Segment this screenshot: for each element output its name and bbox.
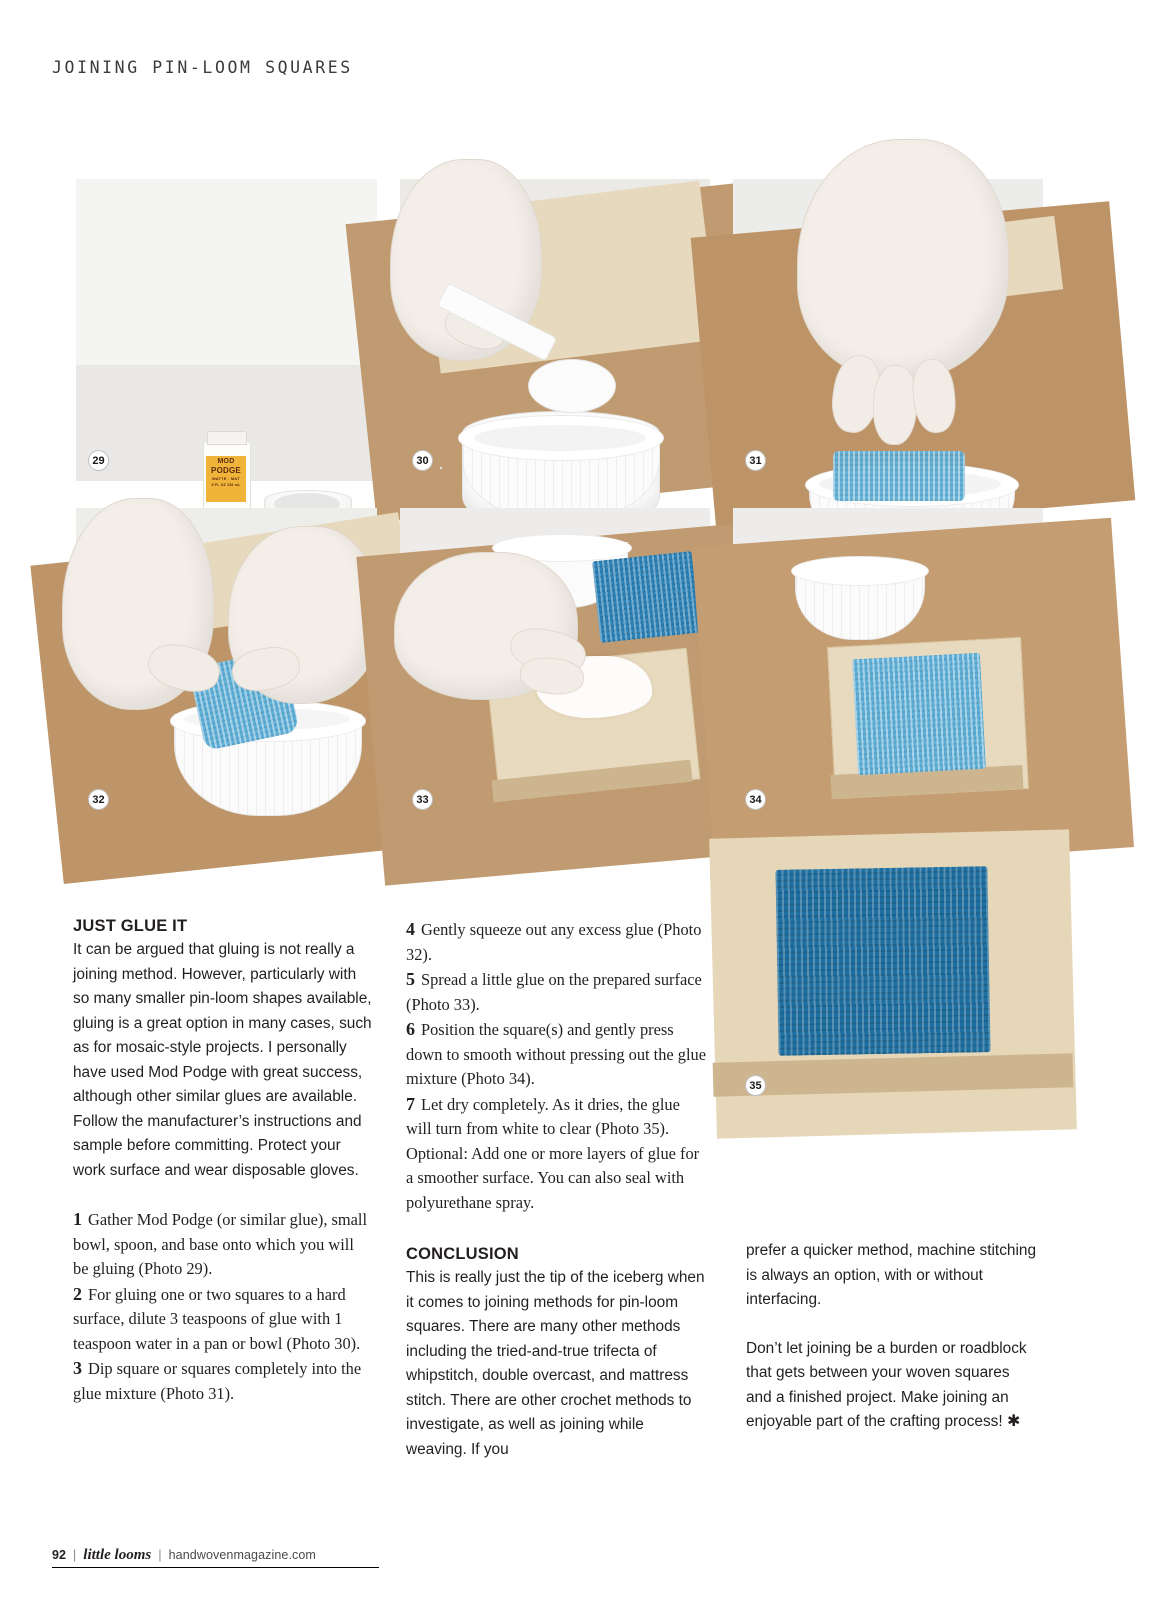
step-item	[406, 1092, 708, 1142]
dried-pin-loom-square	[775, 866, 990, 1056]
conclusion-body: This is really just the tip of the iceberg when it comes to joining methods for pin-loom squares. There are many other methods including the tried-and-true trifecta of whipstitch, double overcast, and mattress stitch. There are other crochet methods to investigate, as well as joining while weaving. If you	[406, 1269, 705, 1458]
magazine-brand: little looms	[83, 1547, 152, 1563]
pin-loom-square	[852, 653, 986, 776]
photo-badge: 35	[745, 1075, 766, 1096]
glue-jar-label: MOD PODGE MATTE · MAT 8 FL OZ 236 mL	[206, 456, 246, 502]
magazine-website: handwovenmagazine.com	[168, 1548, 316, 1562]
step-item	[406, 917, 708, 967]
step-number: 5	[406, 969, 415, 989]
steps-4-7	[406, 917, 708, 1142]
photo-34	[733, 508, 1043, 820]
step-number: 2	[73, 1283, 82, 1304]
step-number: 4	[406, 919, 415, 939]
gloved-hand	[797, 139, 1009, 381]
measuring-spoon	[528, 359, 616, 413]
column-left	[73, 917, 373, 1406]
photo-badge: 34	[745, 789, 766, 810]
footer-divider-rule	[52, 1567, 379, 1568]
step-number: 6	[406, 1019, 415, 1039]
footer-separator-2: |	[158, 1547, 162, 1562]
footer-separator-1: |	[72, 1547, 77, 1562]
running-head: JOINING PIN-LOOM SQUARES	[52, 58, 353, 77]
step-text: For gluing one or two squares to a hard surface, dilute 3 teaspoons of glue with 1 teaspoon water in a pan or bowl (Photo 30).	[73, 1284, 361, 1353]
step-text: Spread a little glue on the prepared surface (Photo 33).	[406, 970, 702, 1014]
step-text: Gently squeeze out any excess glue (Photo 32).	[406, 920, 702, 964]
closing-text: Don’t let joining be a burden or roadblock that gets between your woven squares and a finished project. Make joining an enjoyable part of the crafting process!	[746, 1339, 1027, 1430]
photo-35	[733, 844, 1043, 1106]
step-item	[73, 1207, 373, 1282]
photo-33	[400, 508, 710, 820]
column-middle	[406, 917, 708, 1462]
photo-32	[76, 508, 377, 820]
just-glue-it-body: It can be argued that gluing is not really a joining method. However, particularly with so many smaller pin-loom shapes available, gluing is a great option in many cases, such as for mosaic-style projects. I personally have used Mod Podge with great success, although other similar glues are available. Follow the manufacturer’s instructions and sample before committing. Protect your work surface and wear disposable gloves.	[73, 941, 372, 1179]
section-heading-just-glue-it: JUST GLUE IT	[73, 917, 188, 935]
photo-29	[76, 179, 377, 487]
photo-31	[733, 179, 1043, 481]
section-heading-conclusion: CONCLUSION	[406, 1245, 519, 1263]
step-number: 3	[73, 1358, 82, 1378]
photo-badge: 31	[745, 450, 766, 471]
step-item	[73, 1356, 373, 1406]
photo-badge: 29	[88, 450, 109, 471]
photo-badge: 30	[412, 450, 433, 471]
photo-badge: 33	[412, 789, 433, 810]
photo-badge: 32	[88, 789, 109, 810]
step-item	[406, 1017, 708, 1092]
wet-square	[833, 451, 965, 501]
step-number: 7	[406, 1093, 415, 1114]
steps-1-3	[73, 1207, 373, 1406]
end-mark-icon: ✱	[1006, 1413, 1021, 1430]
step-number: 1	[73, 1209, 82, 1229]
conclusion-continued: prefer a quicker method, machine stitching is always an option, with or without interfacing.	[746, 1242, 1037, 1308]
step-text: Let dry completely. As it dries, the glue will turn from white to clear (Photo 35).	[406, 1094, 680, 1138]
optional-note: Optional: Add one or more layers of glue for a smoother surface. You can also seal with polyurethane spray.	[406, 1143, 700, 1212]
footer	[52, 1547, 316, 1564]
step-text: Position the square(s) and gently press down to smooth without pressing out the glue mixture (Photo 34).	[406, 1020, 707, 1088]
step-text: Gather Mod Podge (or similar glue), small bowl, spoon, and base onto which you will be gluing (Photo 29).	[73, 1210, 368, 1278]
page-number: 92	[52, 1548, 66, 1562]
step-item	[406, 967, 708, 1017]
closing-paragraph	[746, 1337, 1038, 1435]
photo-30	[400, 179, 710, 481]
step-item	[73, 1282, 373, 1357]
step-text: Dip square or squares completely into the glue mixture (Photo 31).	[73, 1359, 362, 1403]
column-right	[746, 1239, 1038, 1435]
pin-loom-square	[592, 551, 700, 643]
